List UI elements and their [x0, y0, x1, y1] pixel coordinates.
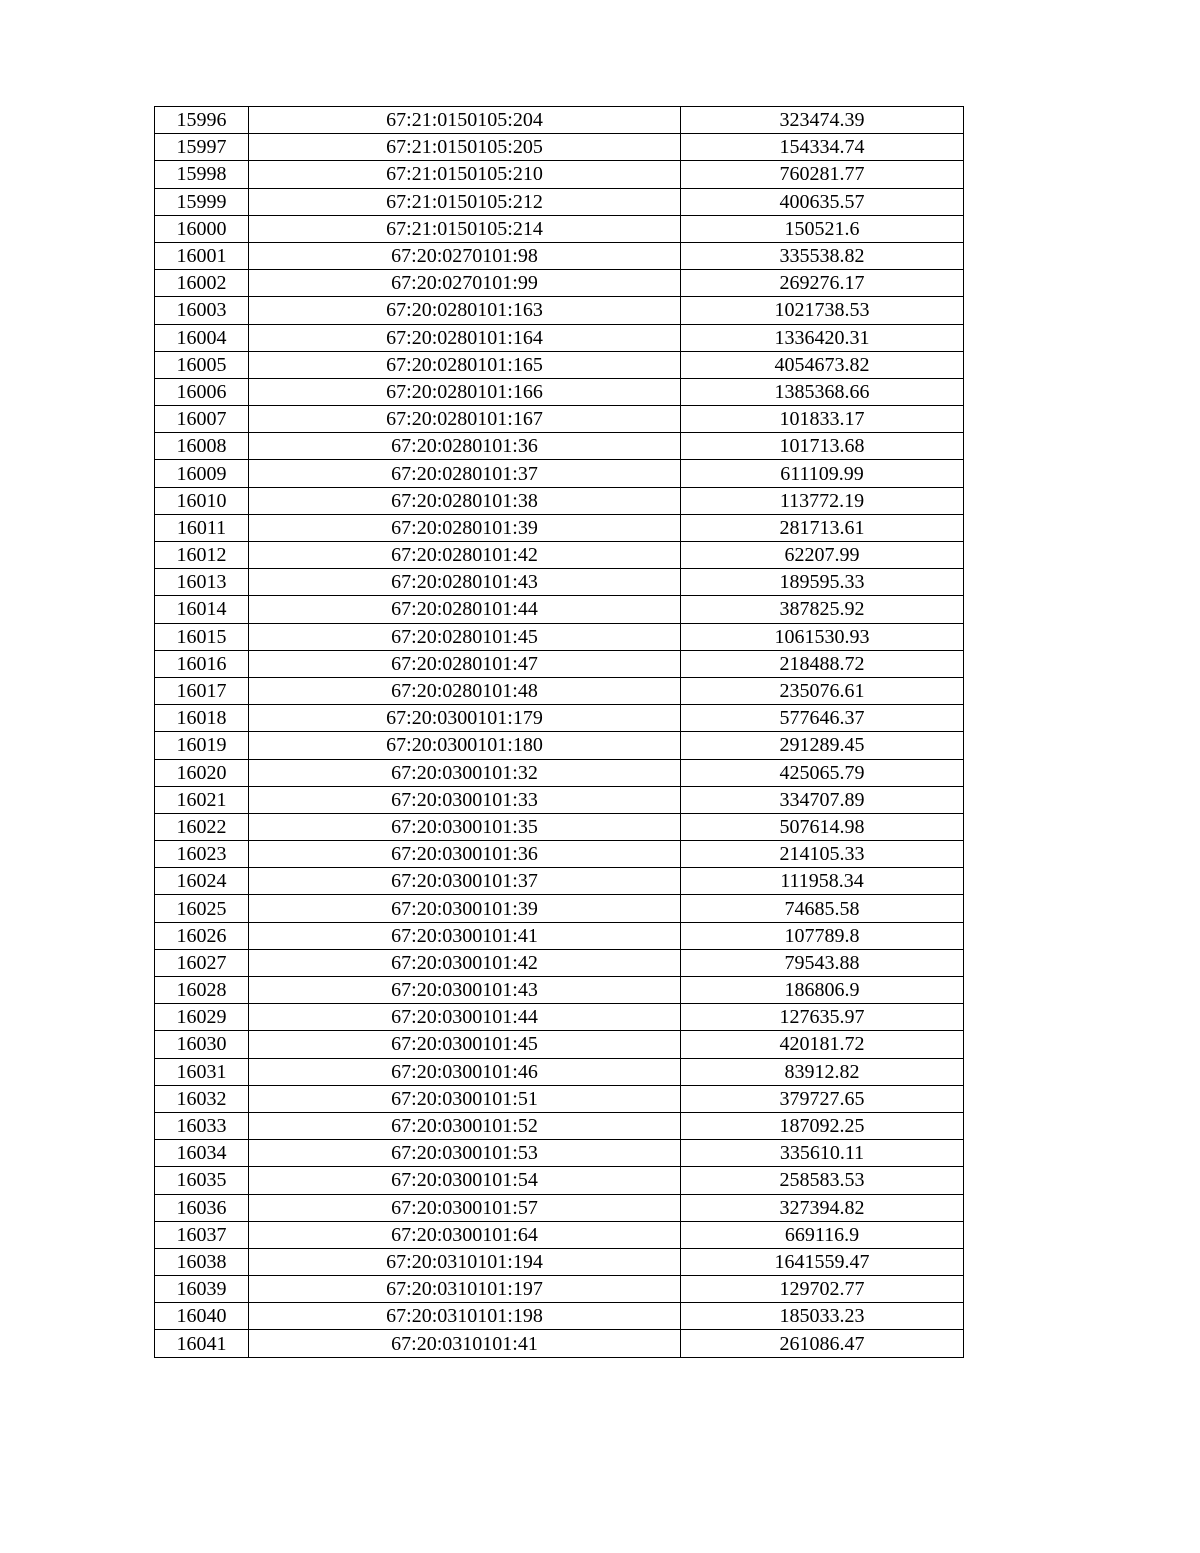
row-number-cell: 16009: [155, 460, 249, 487]
table-row: [155, 351, 964, 378]
cadastral-number-cell: 67:20:0270101:99: [249, 270, 681, 297]
cadastral-value-cell: 1021738.53: [681, 297, 964, 324]
cadastral-value-cell: 62207.99: [681, 542, 964, 569]
cadastral-value-cell: 334707.89: [681, 786, 964, 813]
table-row: [155, 1167, 964, 1194]
cadastral-number-cell: 67:20:0300101:32: [249, 759, 681, 786]
cadastral-value-cell: 111958.34: [681, 868, 964, 895]
table-row: [155, 732, 964, 759]
cadastral-number-cell: 67:20:0280101:45: [249, 623, 681, 650]
cadastral-value-table: [154, 106, 964, 1358]
cadastral-value-cell: 1641559.47: [681, 1248, 964, 1275]
table-row: [155, 623, 964, 650]
cadastral-value-cell: 4054673.82: [681, 351, 964, 378]
cadastral-value-cell: 79543.88: [681, 949, 964, 976]
table-row: [155, 542, 964, 569]
cadastral-value-cell: 387825.92: [681, 596, 964, 623]
table-row: [155, 1221, 964, 1248]
cadastral-value-cell: 187092.25: [681, 1112, 964, 1139]
cadastral-value-cell: 74685.58: [681, 895, 964, 922]
row-number-cell: 16023: [155, 841, 249, 868]
row-number-cell: 15997: [155, 134, 249, 161]
cadastral-number-cell: 67:20:0300101:51: [249, 1085, 681, 1112]
row-number-cell: 16011: [155, 514, 249, 541]
cadastral-value-cell: 101713.68: [681, 433, 964, 460]
cadastral-value-cell: 379727.65: [681, 1085, 964, 1112]
cadastral-value-cell: 1061530.93: [681, 623, 964, 650]
cadastral-number-cell: 67:20:0280101:164: [249, 324, 681, 351]
table-row: [155, 650, 964, 677]
row-number-cell: 16024: [155, 868, 249, 895]
cadastral-number-cell: 67:20:0300101:35: [249, 813, 681, 840]
row-number-cell: 16007: [155, 406, 249, 433]
row-number-cell: 16001: [155, 242, 249, 269]
cadastral-number-cell: 67:20:0300101:53: [249, 1140, 681, 1167]
row-number-cell: 16033: [155, 1112, 249, 1139]
cadastral-value-cell: 269276.17: [681, 270, 964, 297]
row-number-cell: 16012: [155, 542, 249, 569]
cadastral-value-cell: 400635.57: [681, 188, 964, 215]
table-row: [155, 324, 964, 351]
row-number-cell: 16003: [155, 297, 249, 324]
cadastral-number-cell: 67:21:0150105:205: [249, 134, 681, 161]
cadastral-number-cell: 67:20:0280101:166: [249, 378, 681, 405]
row-number-cell: 15998: [155, 161, 249, 188]
row-number-cell: 16027: [155, 949, 249, 976]
row-number-cell: 16006: [155, 378, 249, 405]
cadastral-number-cell: 67:20:0280101:165: [249, 351, 681, 378]
cadastral-number-cell: 67:20:0300101:45: [249, 1031, 681, 1058]
row-number-cell: 16025: [155, 895, 249, 922]
row-number-cell: 16032: [155, 1085, 249, 1112]
row-number-cell: 16008: [155, 433, 249, 460]
cadastral-number-cell: 67:20:0280101:44: [249, 596, 681, 623]
cadastral-value-cell: 83912.82: [681, 1058, 964, 1085]
cadastral-value-cell: 218488.72: [681, 650, 964, 677]
cadastral-value-cell: 760281.77: [681, 161, 964, 188]
row-number-cell: 16015: [155, 623, 249, 650]
cadastral-value-cell: 323474.39: [681, 107, 964, 134]
cadastral-number-cell: 67:20:0280101:38: [249, 487, 681, 514]
table-row: [155, 134, 964, 161]
table-row: [155, 705, 964, 732]
cadastral-number-cell: 67:20:0300101:180: [249, 732, 681, 759]
table-row: [155, 188, 964, 215]
row-number-cell: 16005: [155, 351, 249, 378]
table-row: [155, 1058, 964, 1085]
cadastral-number-cell: 67:20:0300101:179: [249, 705, 681, 732]
table-row: [155, 107, 964, 134]
cadastral-number-cell: 67:20:0300101:64: [249, 1221, 681, 1248]
cadastral-number-cell: 67:20:0300101:36: [249, 841, 681, 868]
table-row: [155, 786, 964, 813]
cadastral-number-cell: 67:20:0310101:41: [249, 1330, 681, 1357]
row-number-cell: 16016: [155, 650, 249, 677]
table-row: [155, 1112, 964, 1139]
table-row: [155, 596, 964, 623]
table-row: [155, 1330, 964, 1357]
cadastral-value-cell: 669116.9: [681, 1221, 964, 1248]
table-row: [155, 1248, 964, 1275]
table-row: [155, 895, 964, 922]
cadastral-value-cell: 185033.23: [681, 1303, 964, 1330]
cadastral-value-cell: 186806.9: [681, 977, 964, 1004]
table-row: [155, 977, 964, 1004]
row-number-cell: 16020: [155, 759, 249, 786]
cadastral-value-cell: 281713.61: [681, 514, 964, 541]
cadastral-value-cell: 189595.33: [681, 569, 964, 596]
cadastral-value-cell: 150521.6: [681, 215, 964, 242]
cadastral-number-cell: 67:20:0280101:47: [249, 650, 681, 677]
table-row: [155, 297, 964, 324]
cadastral-number-cell: 67:20:0280101:39: [249, 514, 681, 541]
cadastral-number-cell: 67:21:0150105:212: [249, 188, 681, 215]
cadastral-number-cell: 67:20:0300101:57: [249, 1194, 681, 1221]
cadastral-number-cell: 67:20:0310101:197: [249, 1276, 681, 1303]
table-row: [155, 406, 964, 433]
cadastral-number-cell: 67:20:0280101:36: [249, 433, 681, 460]
cadastral-value-cell: 611109.99: [681, 460, 964, 487]
cadastral-number-cell: 67:20:0280101:37: [249, 460, 681, 487]
cadastral-number-cell: 67:20:0280101:48: [249, 677, 681, 704]
cadastral-value-cell: 1385368.66: [681, 378, 964, 405]
table-row: [155, 433, 964, 460]
table-row: [155, 569, 964, 596]
cadastral-value-cell: 327394.82: [681, 1194, 964, 1221]
cadastral-value-cell: 101833.17: [681, 406, 964, 433]
cadastral-number-cell: 67:21:0150105:204: [249, 107, 681, 134]
row-number-cell: 16010: [155, 487, 249, 514]
cadastral-value-cell: 235076.61: [681, 677, 964, 704]
table-row: [155, 378, 964, 405]
table-row: [155, 460, 964, 487]
row-number-cell: 16019: [155, 732, 249, 759]
cadastral-number-cell: 67:20:0300101:41: [249, 922, 681, 949]
table-row: [155, 1085, 964, 1112]
table-row: [155, 487, 964, 514]
cadastral-value-cell: 291289.45: [681, 732, 964, 759]
cadastral-number-cell: 67:21:0150105:214: [249, 215, 681, 242]
table-row: [155, 514, 964, 541]
table-row: [155, 270, 964, 297]
cadastral-value-cell: 335538.82: [681, 242, 964, 269]
row-number-cell: 16035: [155, 1167, 249, 1194]
cadastral-number-cell: 67:20:0300101:54: [249, 1167, 681, 1194]
table-row: [155, 1194, 964, 1221]
row-number-cell: 16018: [155, 705, 249, 732]
cadastral-number-cell: 67:20:0300101:46: [249, 1058, 681, 1085]
cadastral-value-cell: 154334.74: [681, 134, 964, 161]
row-number-cell: 16028: [155, 977, 249, 1004]
table-row: [155, 242, 964, 269]
cadastral-number-cell: 67:21:0150105:210: [249, 161, 681, 188]
row-number-cell: 16017: [155, 677, 249, 704]
table-row: [155, 922, 964, 949]
table-row: [155, 813, 964, 840]
table-row: [155, 215, 964, 242]
cadastral-number-cell: 67:20:0310101:198: [249, 1303, 681, 1330]
row-number-cell: 16026: [155, 922, 249, 949]
row-number-cell: 15996: [155, 107, 249, 134]
row-number-cell: 16040: [155, 1303, 249, 1330]
row-number-cell: 16030: [155, 1031, 249, 1058]
cadastral-value-cell: 127635.97: [681, 1004, 964, 1031]
cadastral-value-cell: 107789.8: [681, 922, 964, 949]
cadastral-value-cell: 577646.37: [681, 705, 964, 732]
table-row: [155, 1004, 964, 1031]
table-row: [155, 841, 964, 868]
table-row: [155, 677, 964, 704]
table-row: [155, 759, 964, 786]
table-row: [155, 1140, 964, 1167]
row-number-cell: 16000: [155, 215, 249, 242]
row-number-cell: 16014: [155, 596, 249, 623]
cadastral-number-cell: 67:20:0300101:42: [249, 949, 681, 976]
row-number-cell: 16039: [155, 1276, 249, 1303]
row-number-cell: 16036: [155, 1194, 249, 1221]
cadastral-value-cell: 1336420.31: [681, 324, 964, 351]
cadastral-value-cell: 425065.79: [681, 759, 964, 786]
cadastral-value-cell: 258583.53: [681, 1167, 964, 1194]
row-number-cell: 16037: [155, 1221, 249, 1248]
row-number-cell: 15999: [155, 188, 249, 215]
row-number-cell: 16029: [155, 1004, 249, 1031]
cadastral-value-cell: 214105.33: [681, 841, 964, 868]
table-body: [155, 107, 964, 1358]
cadastral-value-cell: 335610.11: [681, 1140, 964, 1167]
cadastral-value-cell: 113772.19: [681, 487, 964, 514]
cadastral-value-cell: 261086.47: [681, 1330, 964, 1357]
cadastral-number-cell: 67:20:0300101:37: [249, 868, 681, 895]
row-number-cell: 16021: [155, 786, 249, 813]
row-number-cell: 16013: [155, 569, 249, 596]
row-number-cell: 16022: [155, 813, 249, 840]
cadastral-number-cell: 67:20:0310101:194: [249, 1248, 681, 1275]
cadastral-number-cell: 67:20:0300101:33: [249, 786, 681, 813]
table-row: [155, 1276, 964, 1303]
cadastral-number-cell: 67:20:0280101:42: [249, 542, 681, 569]
row-number-cell: 16038: [155, 1248, 249, 1275]
table-row: [155, 1031, 964, 1058]
table-row: [155, 1303, 964, 1330]
row-number-cell: 16002: [155, 270, 249, 297]
row-number-cell: 16034: [155, 1140, 249, 1167]
cadastral-number-cell: 67:20:0280101:163: [249, 297, 681, 324]
cadastral-value-cell: 129702.77: [681, 1276, 964, 1303]
cadastral-value-cell: 507614.98: [681, 813, 964, 840]
table-row: [155, 161, 964, 188]
cadastral-number-cell: 67:20:0300101:43: [249, 977, 681, 1004]
row-number-cell: 16004: [155, 324, 249, 351]
cadastral-number-cell: 67:20:0300101:39: [249, 895, 681, 922]
cadastral-number-cell: 67:20:0280101:43: [249, 569, 681, 596]
cadastral-number-cell: 67:20:0300101:44: [249, 1004, 681, 1031]
table-row: [155, 868, 964, 895]
cadastral-number-cell: 67:20:0280101:167: [249, 406, 681, 433]
cadastral-number-cell: 67:20:0300101:52: [249, 1112, 681, 1139]
cadastral-value-cell: 420181.72: [681, 1031, 964, 1058]
row-number-cell: 16041: [155, 1330, 249, 1357]
cadastral-number-cell: 67:20:0270101:98: [249, 242, 681, 269]
row-number-cell: 16031: [155, 1058, 249, 1085]
table-row: [155, 949, 964, 976]
